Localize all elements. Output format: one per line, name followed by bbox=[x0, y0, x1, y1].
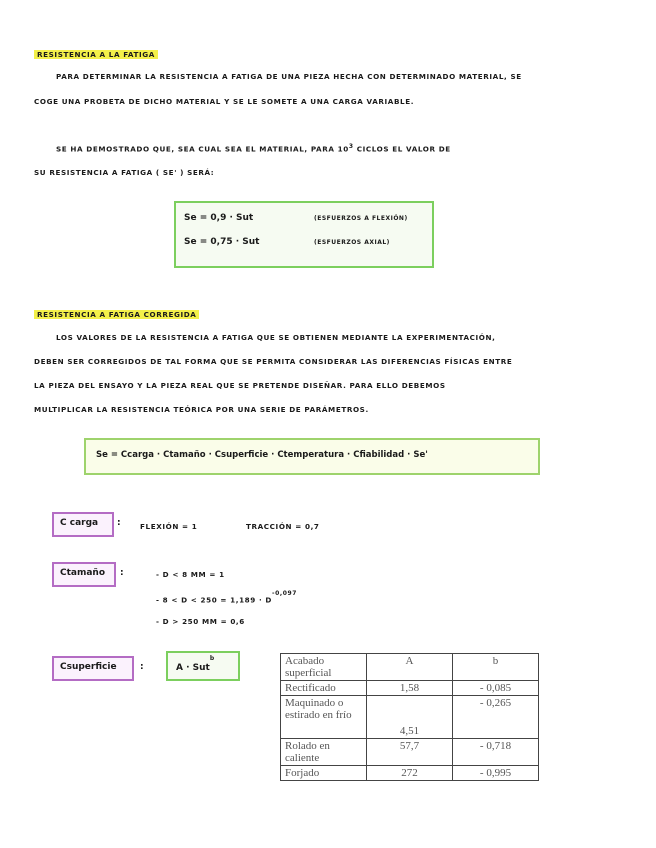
para1-line1: PARA DETERMINAR LA RESISTENCIA A FATIGA DE UNA PIEZA HECHA CON DETERMINADO MATERIAL, SE bbox=[56, 72, 522, 81]
ccarga-traccion: TRACCIÓN = 0,7 bbox=[246, 522, 320, 531]
section-title-fatiga: RESISTENCIA A LA FATIGA bbox=[34, 50, 158, 59]
table-cell: - 0,995 bbox=[453, 766, 539, 781]
section2-line1: LOS VALORES DE LA RESISTENCIA A FATIGA QUE SE OBTIENEN MEDIANTE LA EXPERIMENTACIÓN, bbox=[56, 333, 496, 342]
table-cell: 1,58 bbox=[367, 681, 453, 696]
ccarga-colon: : bbox=[117, 518, 121, 528]
ccarga-label: C carga bbox=[60, 518, 99, 528]
formula-box-corrected bbox=[84, 438, 540, 475]
csuperficie-label: Csuperficie bbox=[60, 662, 117, 672]
ctamano-case3: - D > 250 MM = 0,6 bbox=[156, 617, 245, 626]
csuperficie-formula: A · Sut bbox=[176, 663, 210, 673]
table-cell: Forjado bbox=[281, 766, 367, 781]
table-header-cell: A bbox=[367, 654, 453, 681]
para2-line1: SE HA DEMOSTRADO QUE, SEA CUAL SEA EL MATERIAL, PARA $10^3$ CICLOS EL VALOR DE bbox=[56, 143, 451, 154]
table-cell: - 0,085 bbox=[453, 681, 539, 696]
label-box-csuperficie bbox=[52, 656, 134, 681]
table-cell: - 0,265 bbox=[453, 696, 539, 739]
ctamano-label: Ctamaño bbox=[60, 568, 106, 578]
table-row bbox=[281, 766, 539, 781]
table-cell: 4,51 bbox=[367, 696, 453, 739]
table-cell: Rolado en caliente bbox=[281, 739, 367, 766]
section2-line4: MULTIPLICAR LA RESISTENCIA TEÓRICA POR UNA SERIE DE PARÁMETROS. bbox=[34, 405, 369, 414]
table-cell: Maquinado o estirado en frío bbox=[281, 696, 367, 739]
label-box-ccarga bbox=[52, 512, 114, 537]
csuperficie-colon: : bbox=[140, 662, 144, 672]
formula-corrected: Se = Ccarga · Ctamaño · Csuperficie · Ctemperatura · Cfiabilidad · Se' bbox=[96, 450, 428, 460]
table-row bbox=[281, 739, 539, 766]
table-row bbox=[281, 681, 539, 696]
surface-finish-table bbox=[280, 653, 539, 781]
ctamano-colon: : bbox=[120, 568, 124, 578]
ctamano-case2: - $8 < D < 250 = 1,189 \cdot D^{-0,097}$ bbox=[156, 590, 298, 605]
section-title-corregida: RESISTENCIA A FATIGA CORREGIDA bbox=[34, 310, 199, 319]
para2-line2: SU RESISTENCIA A FATIGA ( SE' ) SERÁ: bbox=[34, 168, 215, 177]
formula-axial: Se = 0,75 · Sut bbox=[184, 237, 260, 247]
ccarga-flexion: FLEXIÓN = 1 bbox=[140, 522, 198, 531]
ctamano-case1: - D < 8 MM = 1 bbox=[156, 570, 225, 579]
label-box-ctamano bbox=[52, 562, 116, 587]
table-header-row bbox=[281, 654, 539, 681]
formula-box-se bbox=[174, 201, 434, 268]
table-header-cell: b bbox=[453, 654, 539, 681]
table-cell: 272 bbox=[367, 766, 453, 781]
table-cell: 57,7 bbox=[367, 739, 453, 766]
formula-flexion: Se = 0,9 · Sut bbox=[184, 213, 254, 223]
para1-line2: COGE UNA PROBETA DE DICHO MATERIAL Y SE LE SOMETE A UNA CARGA VARIABLE. bbox=[34, 97, 415, 106]
formula-axial-note: (ESFUERZOS AXIAL) bbox=[314, 239, 390, 246]
formula-box-csuperficie: A · Sut$^b$ bbox=[166, 651, 240, 681]
formula-flexion-note: (ESFUERZOS A FLEXIÓN) bbox=[314, 215, 408, 222]
table-cell: Rectificado bbox=[281, 681, 367, 696]
section2-line2: DEBEN SER CORREGIDOS DE TAL FORMA QUE SE PERMITA CONSIDERAR LAS DIFERENCIAS FÍSICAS ENTRE bbox=[34, 357, 513, 366]
section2-line3: LA PIEZA DEL ENSAYO Y LA PIEZA REAL QUE SE PRETENDE DISEÑAR. PARA ELLO DEBEMOS bbox=[34, 381, 446, 390]
table-header-cell: Acabado superficial bbox=[281, 654, 367, 681]
table-cell: - 0,718 bbox=[453, 739, 539, 766]
table-row bbox=[281, 696, 539, 739]
